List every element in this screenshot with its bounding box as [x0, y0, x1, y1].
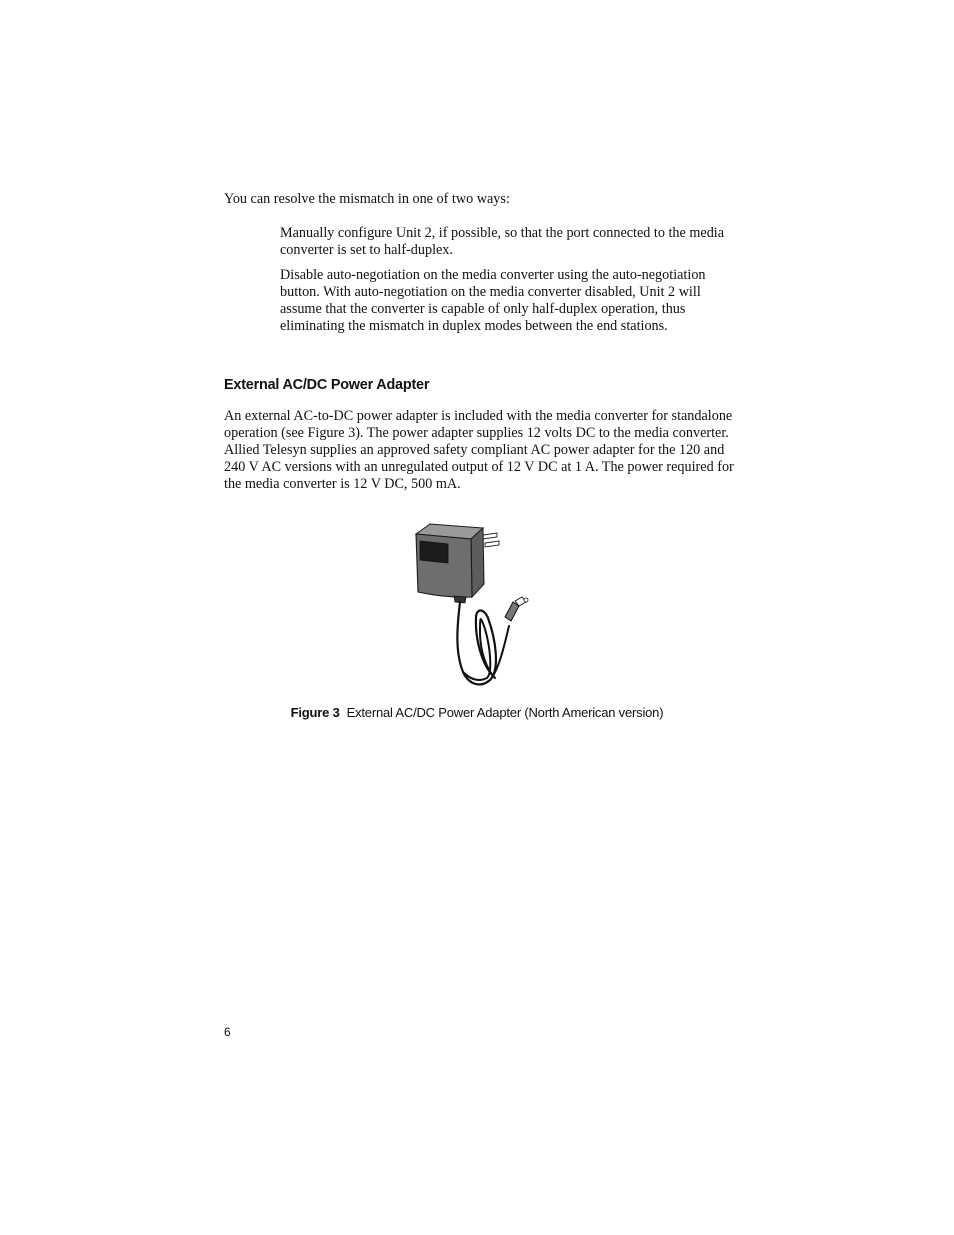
- option-disable-autonegotiation: Disable auto-negotiation on the media converter using the auto-negotiation button. With auto-negotiation on the media converter disabled, Unit 2 will assume that the converter is capable of only half-duplex operation, thus eliminating the mismatch in duplex modes between the end stations.: [280, 267, 706, 335]
- figure-caption-text: External AC/DC Power Adapter (North American version): [346, 705, 664, 720]
- page-number: 6: [224, 1025, 231, 1039]
- option-manual-configure: Manually configure Unit 2, if possible, so that the port connected to the media converter is set to half-duplex.: [280, 225, 725, 259]
- figure-number: Figure 3: [290, 705, 340, 720]
- section-body: An external AC-to-DC power adapter is included with the media converter for standalone operation (see Figure 3). The power adapter supplies 12 volts DC to the media converter. Allied Telesyn supplies an approved safety compliant AC power adapter for the 120 and 240 V AC versions with an unregulated output of 12 V DC at 1 A. The power required for the media converter is 12 V DC, 500 mA.: [224, 408, 734, 493]
- figure-caption: [0, 705, 954, 720]
- power-adapter-figure: [405, 522, 535, 690]
- intro-paragraph: You can resolve the mismatch in one of two ways:: [224, 191, 510, 207]
- power-adapter-icon: [405, 522, 535, 690]
- section-heading: External AC/DC Power Adapter: [224, 377, 430, 393]
